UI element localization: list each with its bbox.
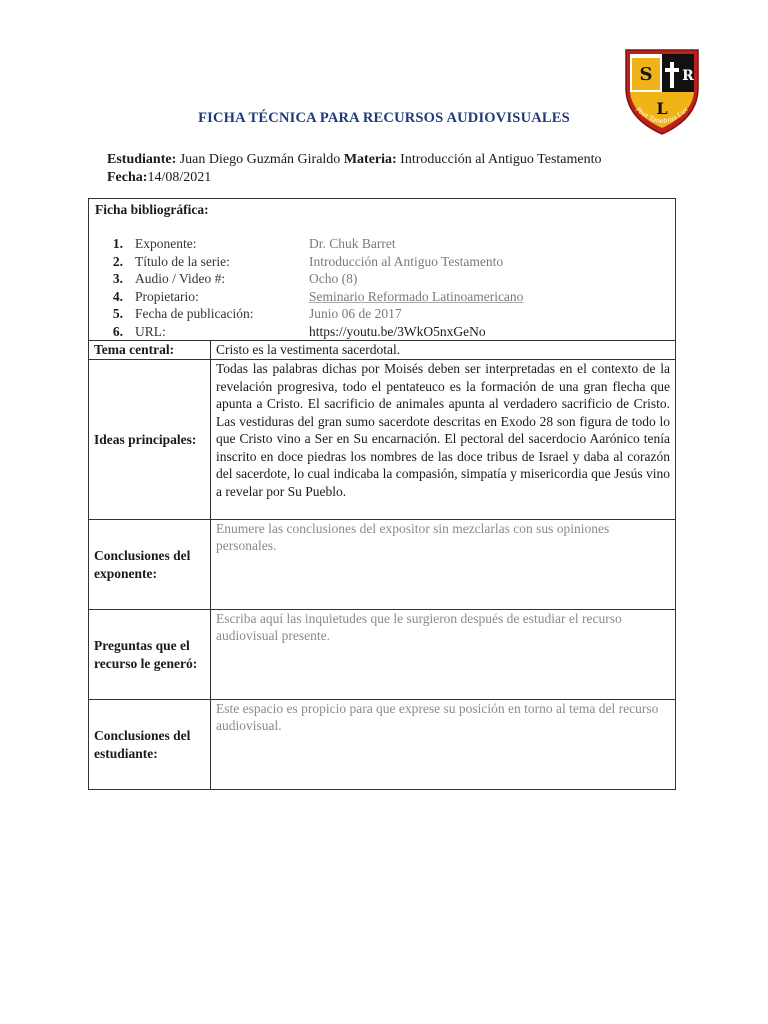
biblio-item-value: Introducción al Antiguo Testamento [309,253,504,269]
subject-value: Introducción al Antiguo Testamento [396,152,602,167]
biblio-item-value: Dr. Chuk Barret [309,236,396,251]
biblio-cell [89,199,676,341]
biblio-item-num: 3. [112,271,123,286]
date-value: 14/08/2021 [147,170,212,185]
logo-letter-s: S [639,64,653,85]
biblio-item [95,323,670,341]
ficha-table [88,198,676,790]
biblio-item-num: 4. [112,288,123,304]
biblio-item-value: Junio 06 de 2017 [309,306,402,321]
subject-label: Materia: [343,152,397,167]
conclusiones-estudiante-field[interactable]: Este espacio es propicio para que exprese su posición en torno al tema del recurso audiovisual. [211,700,676,790]
conclusiones-exponente-field[interactable]: Enumere las conclusiones del expositor sin mezclarlas con sus opiniones personales. [211,520,676,610]
biblio-item-label: Audio / Video #: [135,271,226,286]
biblio-item-num: 2. [112,253,123,269]
date-label: Fecha: [107,170,148,185]
biblio-item-label: Exponente: [135,236,197,251]
logo-letter-l: L [656,99,668,118]
logo-letter-r: R [682,68,694,84]
biblio-item-label: Propietario: [135,288,199,304]
conclusiones-exponente-label: Conclusiones del exponente: [89,520,211,610]
biblio-item-value: Seminario Reformado Latinoamericano [309,288,524,304]
student-name: Juan Diego Guzmán Giraldo [176,152,344,167]
biblio-list [95,235,670,340]
biblio-heading: Ficha bibliográfica: [95,202,209,217]
url-link[interactable]: https://youtu.be/3WkO5nxGeNo [309,323,486,339]
biblio-item [95,253,670,271]
biblio-item [95,235,670,253]
preguntas-label: Preguntas que el recurso le generó: [89,610,211,700]
biblio-item [95,270,670,288]
biblio-item-num: 1. [112,236,123,251]
biblio-item-label: Título de la serie: [135,253,230,269]
logo-motto: Post Tenebras Lux [634,105,690,126]
conclusiones-exponente-row [89,520,676,610]
student-line [107,151,602,169]
biblio-item-num: 5. [112,306,123,321]
ideas-row [89,360,676,520]
biblio-item-label: URL: [135,323,166,339]
tema-label: Tema central: [89,341,211,360]
date-line [107,169,211,187]
biblio-item [95,305,670,323]
student-label: Estudiante: [107,152,177,167]
biblio-item [95,288,670,306]
page-title: FICHA TÉCNICA PARA RECURSOS AUDIOVISUALES [198,110,570,126]
preguntas-field[interactable]: Escriba aquí las inquietudes que le surgieron después de estudiar el recurso audiovisual presente. [211,610,676,700]
biblio-item-value: Ocho (8) [309,271,358,286]
biblio-row [89,199,676,341]
conclusiones-estudiante-label: Conclusiones del estudiante: [89,700,211,790]
conclusiones-estudiante-row [89,700,676,790]
tema-value: Cristo es la vestimenta sacerdotal. [211,341,676,360]
preguntas-row [89,610,676,700]
ideas-label: Ideas principales: [89,360,211,520]
tema-row [89,341,676,360]
biblio-item-num: 6. [112,323,123,339]
ideas-value: Todas las palabras dichas por Moisés deben ser interpretadas en el contexto de la revelación progresiva, todo el pentateuco es la formación de una gran flecha que apunta a Cristo. El sacrificio de animales apunta al verdadero sacrificio de Cristo. Las vestiduras del gran sumo sacerdote descritas en Exodo 28 son figura de todo lo que Cristo vino a Ser en Su encarnación. El pectoral del sacerdocio Aarónico tenía inscrito en doce piedras los nombres de las doce tribus de Israel y daba al corazón del sacerdote, lo cual indicaba la compasión, simpatía y misericordia que Jesús vino a revelar por Su Pueblo. [211,360,676,520]
biblio-item-label: Fecha de publicación: [135,306,254,321]
